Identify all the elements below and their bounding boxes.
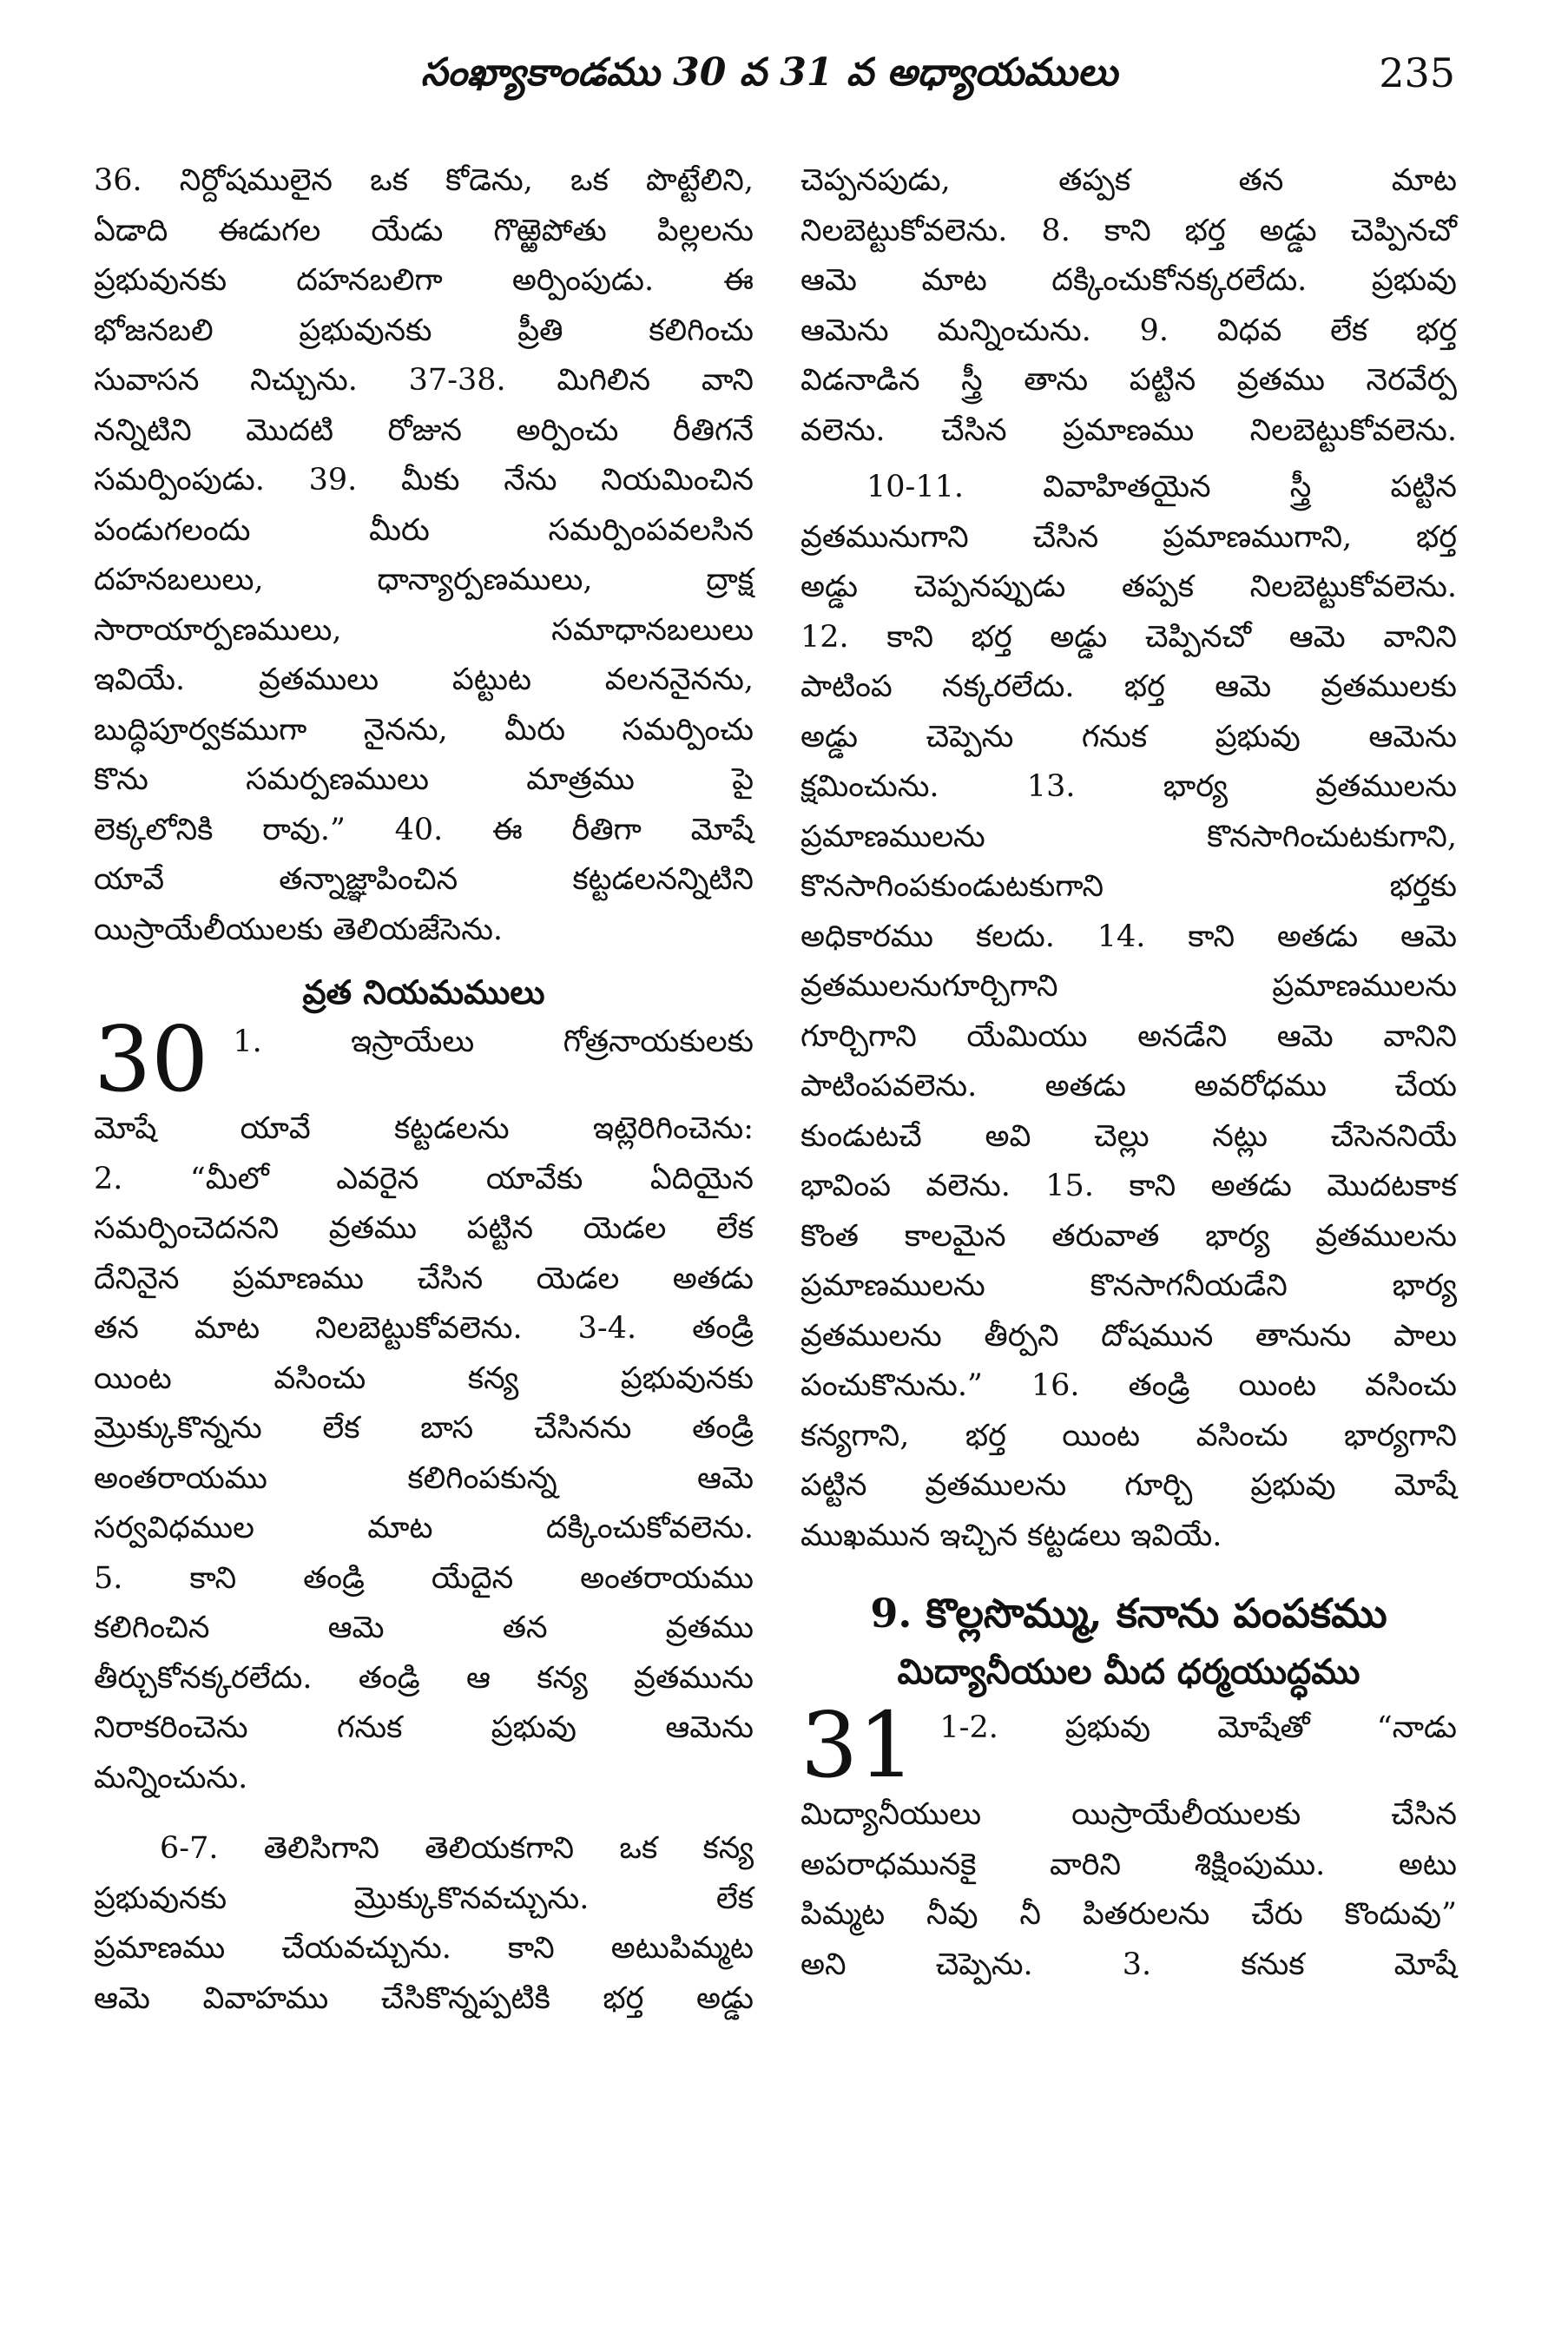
text-line: అపరాధమునకై వారిని శిక్షింపుము. అటు <box>800 1847 1457 1882</box>
text-line: అడ్డు చెప్పెను గనుక ప్రభువు ఆమెను <box>800 719 1457 754</box>
chapter-30-block <box>94 1006 754 1112</box>
text-line: అని చెప్పెను. 3. కనుక మోషే <box>800 1947 1457 1982</box>
right-paragraph-verses-10-16 <box>800 463 1457 1561</box>
right-paragraph-verses-7-9 <box>800 156 1457 456</box>
text-line: 12. కాని భర్త అడ్డు చెప్పినచో ఆమె వానిని <box>800 619 1457 655</box>
text-line: సమర్పింపుడు. 39. మీకు నేను నియమించిన <box>94 463 754 497</box>
text-line: ఆమె మాట దక్కించుకోనక్కరలేదు. ప్రభువు <box>800 263 1457 298</box>
text-line: కొంత కాలమైన తరువాత భార్య వ్రతములను <box>800 1218 1457 1254</box>
text-line: గూర్చిగాని యేమియు అనడేని ఆమె వానిని <box>800 1018 1457 1054</box>
text-line: ప్రమాణములను కొనసాగించుటకుగాని, <box>800 819 1457 854</box>
text-line: ప్రమాణము చేయవచ్చును. కాని అటుపిమ్మట <box>94 1931 754 1966</box>
text-line: 1-2. ప్రభువు మోషేతో “నాడు <box>939 1710 1457 1745</box>
text-line: కుండుటచే అవి చెల్లు నట్లు చేసెననియే <box>800 1118 1457 1154</box>
text-line: దహనబలులు, ధాన్యార్పణములు, ద్రాక్ష <box>94 563 754 597</box>
text-line: ప్రభువునకు దహనబలిగా అర్పింపుడు. ఈ <box>94 263 754 298</box>
text-line: కొను సమర్పణములు మాత్రము పై <box>94 762 754 797</box>
text-line: తన మాట నిలబెట్టుకోవలెను. 3-4. తండ్రి <box>94 1311 754 1346</box>
text-line: భోజనబలి ప్రభువునకు ప్రీతి కలిగించు <box>94 313 754 348</box>
text-line: పాటింప నక్కరలేదు. భర్త ఆమె వ్రతములకు <box>800 669 1457 704</box>
text-line: కన్యగాని, భర్త యింట వసించు భార్యగాని <box>800 1418 1457 1453</box>
text-line: ఆమెను మన్నించును. 9. విధవ లేక భర్త <box>800 313 1457 348</box>
page-number: 235 <box>1379 49 1455 96</box>
text-line: వ్రతములనుగూర్చిగాని ప్రమాణములను <box>800 969 1457 1004</box>
text-line: బుద్ధిపూర్వకముగా నైనను, మీరు సమర్పించు <box>94 712 754 748</box>
right-column <box>800 156 1457 1990</box>
text-line: 36. నిర్దోషములైన ఒక కోడెను, ఒక పొట్టేలిని, <box>94 163 754 198</box>
text-line: నిరాకరించెను గనుక ప్రభువు ఆమెను <box>94 1710 754 1745</box>
chapter-number-30: 30 <box>94 1006 209 1112</box>
chapter-31-block <box>800 1692 1457 1798</box>
left-paragraph-verses-36-40 <box>94 156 754 955</box>
text-line: లెక్కలోనికి రావు.” 40. ఈ రీతిగా మోషే <box>94 812 754 847</box>
right-paragraph-verses-1-3 <box>800 1790 1457 1990</box>
text-line: పండుగలందు మీరు సమర్పింపవలసిన <box>94 512 754 548</box>
text-line: ఆమె వివాహము చేసికొన్నప్పటికి భర్త అడ్డు <box>94 1980 754 2016</box>
text-line: 2. “మీలో ఎవరైన యావేకు ఏదియైన <box>94 1161 754 1196</box>
text-line: నిలబెట్టుకోవలెను. 8. కాని భర్త అడ్డు చెప్పినచో <box>800 213 1457 248</box>
text-line: 6-7. తెలిసిగాని తెలియకగాని ఒక కన్య <box>160 1831 754 1866</box>
sub-heading-holy-war: మిద్యానీయుల మీద ధర్మయుద్ధము <box>897 1651 1360 1692</box>
text-line: 5. కాని తండ్రి యేదైన అంతరాయము <box>94 1560 754 1596</box>
text-line: అధికారము కలదు. 14. కాని అతడు ఆమె <box>800 919 1457 954</box>
text-line: మోషే యావే కట్టడలను ఇట్లెరిగించెను: <box>94 1111 754 1146</box>
chapter-number-31: 31 <box>800 1692 916 1798</box>
text-line: పట్టిన వ్రతములను గూర్చి ప్రభువు మోషే <box>800 1468 1457 1503</box>
text-line: మిద్యానీయులు యిస్రాయేలీయులకు చేసిన <box>800 1797 1457 1832</box>
text-line: వ్రతమునుగాని చేసిన ప్రమాణముగాని, భర్త <box>800 519 1457 555</box>
text-line: మ్రొక్కుకొన్నను లేక బాస చేసినను తండ్రి <box>94 1411 754 1446</box>
text-line: విడనాడిన స్త్రీ తాను పట్టిన వ్రతము నెరవేర్ప <box>800 363 1457 398</box>
text-line: ప్రమాణములను కొనసాగనీయడేని భార్య <box>800 1268 1457 1303</box>
text-line: మన్నించును. <box>94 1760 248 1795</box>
text-line: వ్రతములను తీర్పని దోషమున తానును పాలు <box>800 1318 1457 1354</box>
text-line: యింట వసించు కన్య ప్రభువునకు <box>94 1360 754 1396</box>
text-line: వలెను. చేసిన ప్రమాణము నిలబెట్టుకోవలెను. <box>800 412 1457 448</box>
text-line: నన్నిటిని మొదటి రోజున అర్పించు రీతిగనే <box>94 412 754 448</box>
text-line: భావింప వలెను. 15. కాని అతడు మొదటకాక <box>800 1169 1457 1203</box>
text-line: కొనసాగింపకుండుటకుగాని భర్తకు <box>800 869 1457 904</box>
text-line: క్షమించును. 13. భార్య వ్రతములను <box>800 769 1457 804</box>
text-line: ఏడాది ఈడుగల యేడు గొఱ్ఱెపోతు పిల్లలను <box>94 213 754 248</box>
text-line: పాటింపవలెను. అతడు అవరోధము చేయ <box>800 1069 1457 1104</box>
text-line: సువాసన నిచ్చును. 37-38. మిగిలిన వాని <box>94 363 754 398</box>
text-line: పిమ్మట నీవు నీ పితరులను చేరు కొందువు” <box>800 1897 1457 1932</box>
text-line: సమర్పించెదనని వ్రతము పట్టిన యెడల లేక <box>94 1211 754 1246</box>
text-line: ప్రభువునకు మ్రొక్కుకొనవచ్చును. లేక <box>94 1881 754 1916</box>
text-line: తీర్చుకోనక్కరలేదు. తండ్రి ఆ కన్య వ్రతమును <box>94 1660 754 1696</box>
left-paragraph-verses-6-7 <box>94 1824 754 2024</box>
text-line: 10-11. వివాహితయైన స్త్రీ పట్టిన <box>866 470 1457 504</box>
text-line: ఇవియే. వ్రతములు పట్టుట వలననైనను, <box>94 662 754 697</box>
section-heading-vow-rules: వ్రత నియమములు <box>302 972 545 1011</box>
left-paragraph-verses-1-5 <box>94 1104 754 1803</box>
text-line: దేనినైన ప్రమాణము చేసిన యెడల అతడు <box>94 1261 754 1296</box>
text-line: కలిగించిన ఆమె తన వ్రతము <box>94 1611 754 1645</box>
text-line: సర్వవిధముల మాట దక్కించుకోవలెను. <box>94 1511 754 1545</box>
left-column <box>94 156 754 2024</box>
text-line: యిస్రాయేలీయులకు తెలియజేసెను. <box>94 912 504 947</box>
text-line: సారాయార్పణములు, సమాధానబలులు <box>94 612 754 648</box>
text-line: అడ్డు చెప్పనప్పుడు తప్పక నిలబెట్టుకోవలెను. <box>800 570 1457 604</box>
text-line: పంచుకొనును.” 16. తండ్రి యింట వసించు <box>800 1368 1457 1403</box>
text-line: 1. ఇస్రాయేలు గోత్రనాయకులకు <box>233 1024 754 1059</box>
text-line: అంతరాయము కలిగింపకున్న ఆమె <box>94 1460 754 1496</box>
page-header <box>83 40 1455 106</box>
text-line: చెప్పనపుడు, తప్పక తన మాట <box>800 163 1457 198</box>
running-title: సంఖ్యాకాండము 30 వ 31 వ అధ్యాయములు <box>420 50 1118 95</box>
text-line: ముఖమున ఇచ్చిన కట్టడలు ఇవియే. <box>800 1518 1222 1553</box>
text-line: యావే తన్నాజ్ఞాపించిన కట్టడలనన్నిటిని <box>94 862 754 897</box>
part-heading: 9. కొల్లసొమ్ము, కనాను పంపకము <box>870 1590 1387 1637</box>
